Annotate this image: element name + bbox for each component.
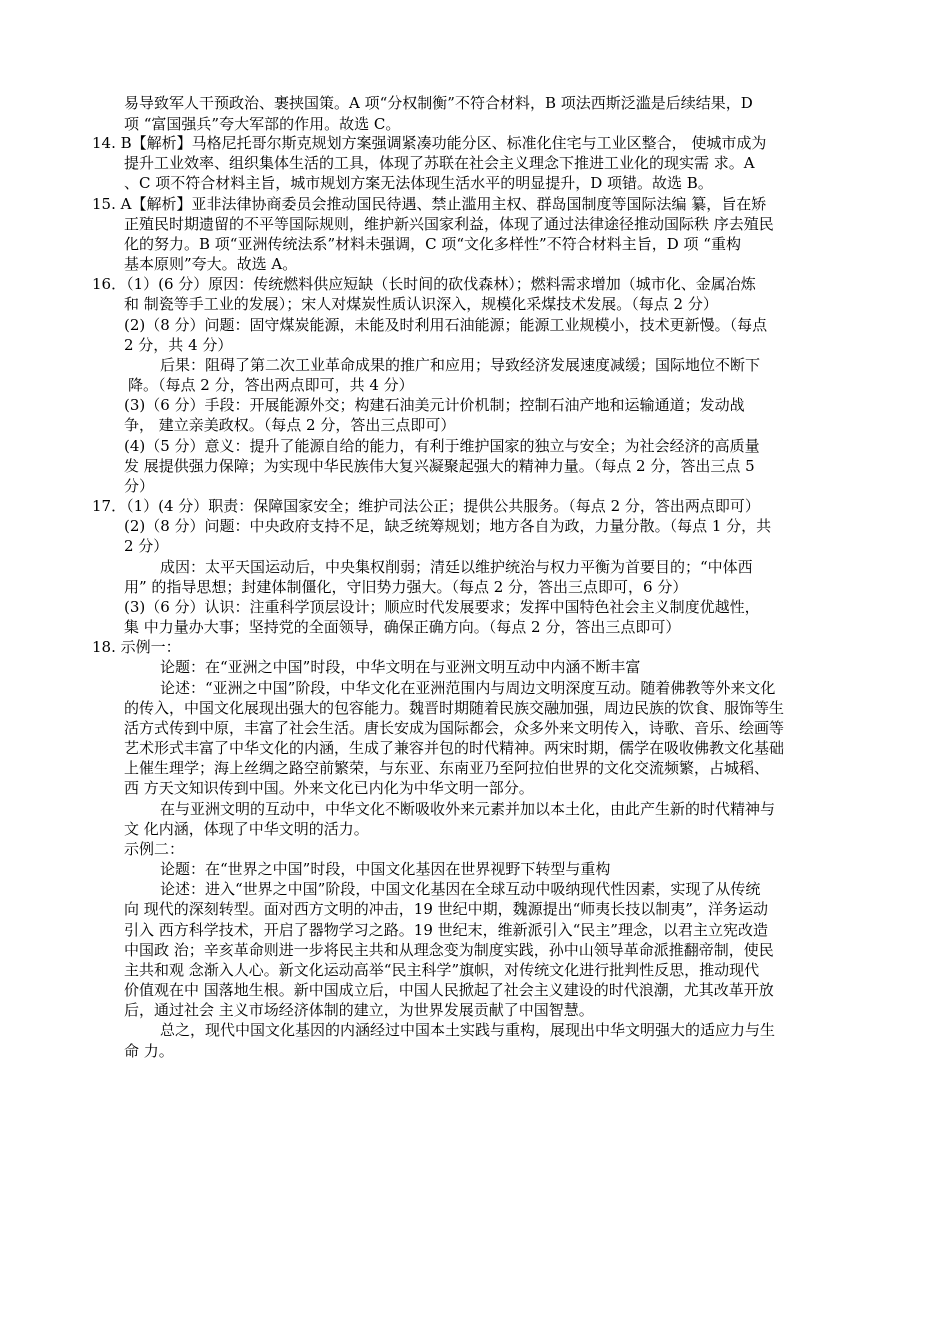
text-line: 基本原则”夸大。故选 A。 (124, 255, 298, 273)
text-line: 在与亚洲文明的互动中，中华文化不断吸收外来元素并加以本土化，由此产生新的时代精神与 (160, 800, 776, 818)
text-line: 15. A【解析】亚非法律协商委员会推动国民待遇、禁止滥用主权、群岛国制度等国际法编 纂，旨在矫 (92, 195, 767, 213)
text-line: 后，通过社会 主义市场经济体制的建立，为世界发展贡献了中国智慧。 (124, 1001, 594, 1019)
text-line: 项 “富国强兵”夸大军部的作用。故选 C。 (124, 115, 401, 133)
text-line: 总之，现代中国文化基因的内涵经过中国本土实践与重构，展现出中华文明强大的适应力与生 (160, 1021, 776, 1039)
text-line: 后果：阻碍了第二次工业革命成果的推广和应用；导致经济发展速度减缓；国际地位不断下 (160, 356, 761, 374)
text-line: 争， 建立亲美政权。（每点 2 分，答出三点即可） (124, 416, 456, 434)
text-line: 、C 项不符合材料主旨，城市规划方案无法体现生活水平的明显提升，D 项错。故选 B。 (124, 174, 713, 192)
text-line: 成因：太平天国运动后，中央集权削弱；清廷以维护统治与权力平衡为首要目的；“中体西 (160, 558, 753, 576)
text-line: 主共和观 念渐入人心。新文化运动高举“民主科学”旗帜，对传统文化进行批判性反思，推动现代 (124, 961, 760, 979)
text-line: 发 展提供强力保障；为实现中华民族伟大复兴凝聚起强大的精神力量。（每点 2 分，答出三点 5 (124, 457, 755, 475)
text-line: 提升工业效率、组织集体生活的工具，体现了苏联在社会主义理念下推进工业化的现实需 求。A (124, 154, 755, 172)
text-line: 的传入，中国文化展现出强大的包容能力。魏晋时期随着民族交融加强，周边民族的饮食、服饰等生 (124, 699, 785, 717)
text-line: 活方式传到中原，丰富了社会生活。唐长安成为国际都会，众多外来文明传入，诗歌、音乐、绘画等 (124, 719, 785, 737)
text-line: 论述：进入“世界之中国”阶段，中国文化基因在全球互动中吸纳现代性因素，实现了从传统 (160, 880, 761, 898)
text-line: 和 制瓷等手工业的发展）；宋人对煤炭性质认识深入，规模化采煤技术发展。（每点 2 分） (124, 295, 718, 313)
text-line: (4)（5 分）意义：提升了能源自给的能力，有利于维护国家的独立与安全；为社会经济的高质量 (124, 437, 760, 455)
text-line: 17．（1）(4 分）职责：保障国家安全；维护司法公正；提供公共服务。（每点 2 分，答出两点即可） (92, 497, 760, 515)
text-line: 18. 示例一： (92, 638, 181, 656)
text-line: 中国政 治；辛亥革命则进一步将民主共和从理念变为制度实践，孙中山领导革命派推翻帝制，使民 (124, 941, 774, 959)
text-line: (3)（6 分）手段：开展能源外交；构建石油美元计价机制；控制石油产地和运输通道；发动战 (124, 396, 745, 414)
text-line: 集 中力量办大事；坚持党的全面领导，确保正确方向。（每点 2 分，答出三点即可） (124, 618, 681, 636)
text-line: 降。（每点 2 分，答出两点即可，共 4 分） (128, 376, 414, 394)
text-line: 16．（1）(6 分）原因：传统燃料供应短缺（长时间的砍伐森林）；燃料需求增加（城市化、金属冶炼 (92, 275, 756, 293)
text-line: (2)（8 分）问题：中央政府支持不足，缺乏统筹规划；地方各自为政，力量分散。（每点 1 分，共 (124, 517, 772, 535)
text-line: 艺术形式丰富了中华文化的内涵，生成了兼容并包的时代精神。两宋时期，儒学在吸收佛教文化基础 (124, 739, 785, 757)
text-line: 命 力。 (124, 1042, 174, 1060)
text-line: 2 分，共 4 分） (124, 336, 233, 354)
text-line: 分） (124, 477, 155, 495)
text-line: 用” 的指导思想；封建体制僵化，守旧势力强大。（每点 2 分，答出三点即可，6 分） (124, 578, 688, 596)
text-line: 2 分） (124, 537, 169, 555)
text-line: (2)（8 分）问题：固守煤炭能源，未能及时利用石油能源；能源工业规模小，技术更新慢。（每点 (124, 316, 768, 334)
text-line: 西 方天文知识传到中国。外来文化已内化为中华文明一部分。 (124, 779, 534, 797)
text-line: 文 化内涵，体现了中华文明的活力。 (124, 820, 369, 838)
text-line: 示例二： (124, 840, 185, 858)
text-line: 价值观在中 国落地生根。新中国成立后，中国人民掀起了社会主义建设的时代浪潮，尤其改革开放 (124, 981, 774, 999)
text-line: 论述：“亚洲之中国”阶段，中华文化在亚洲范围内与周边文明深度互动。随着佛教等外来文化 (160, 679, 776, 697)
text-line: 论题：在“亚洲之中国”时段，中华文明在与亚洲文明互动中内涵不断丰富 (160, 658, 641, 676)
text-line: 向 现代的深刻转型。面对西方文明的冲击，19 世纪中期，魏源提出“师夷长技以制夷”，洋务运动 (124, 900, 768, 918)
text-line: 上催生理学；海上丝绸之路空前繁荣，与东亚、东南亚乃至阿拉伯世界的文化交流频繁，占城稻、 (124, 759, 770, 777)
text-line: 化的努力。B 项“亚洲传统法系”材料未强调，C 项“文化多样性”不符合材料主旨，D 项 “重构 (124, 235, 741, 253)
text-line: 易导致军人干预政治、裹挟国策。A 项“分权制衡”不符合材料，B 项法西斯泛滥是后续结果，D (124, 94, 753, 112)
text-line: 正殖民时期遗留的不平等国际规则，维护新兴国家利益，体现了通过法律途径推动国际秩 序去殖民 (124, 215, 774, 233)
text-line: 引入 西方科学技术，开启了器物学习之路。19 世纪末，维新派引入“民主”理念，以君主立宪改造 (124, 921, 768, 939)
text-line: 14. B【解析】马格尼托哥尔斯克规划方案强调紧凑功能分区、标准化住宅与工业区整合， 使城市成为 (92, 134, 767, 152)
text-line: (3)（6 分）认识：注重科学顶层设计；顺应时代发展要求；发挥中国特色社会主义制度优越性， (124, 598, 760, 616)
text-line: 论题：在“世界之中国”时段，中国文化基因在世界视野下转型与重构 (160, 860, 611, 878)
